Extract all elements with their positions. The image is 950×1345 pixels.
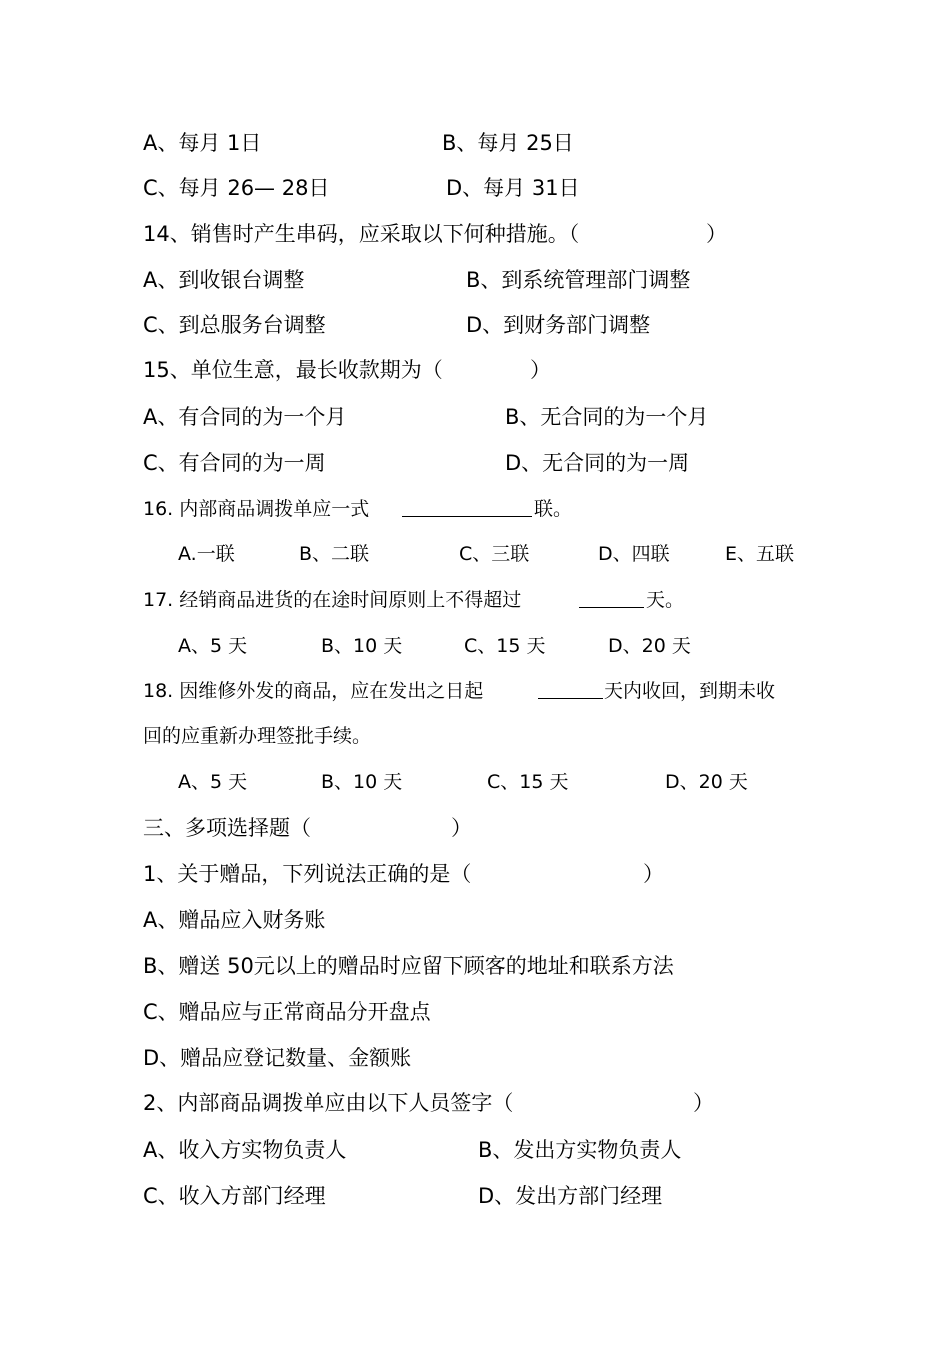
q18-option-b: B、10 天 (321, 771, 403, 793)
q16-option-d: D、四联 (598, 543, 670, 565)
q13-option-a: A、每月 1日 (143, 131, 262, 155)
q16-option-c: C、三联 (459, 543, 530, 565)
q16-option-a: A.一联 (178, 543, 235, 565)
q17-answer-blank (579, 589, 644, 608)
q17-option-c: C、15 天 (464, 635, 546, 657)
q15-option-d: D、无合同的为一周 (505, 451, 690, 475)
q14-option-a: A、到收银台调整 (143, 268, 305, 292)
q18-option-a: A、5 天 (178, 771, 248, 793)
q15-option-b: B、无合同的为一个月 (505, 405, 709, 429)
m2-paren-close: ） (693, 1091, 714, 1115)
q14-option-d: D、到财务部门调整 (466, 313, 651, 337)
m1-option-a: A、赠品应入财务账 (143, 908, 326, 932)
q17-option-b: B、10 天 (321, 635, 403, 657)
q15-stem: 15、单位生意，最长收款期为（ (143, 358, 443, 382)
m2-option-c: C、收入方部门经理 (143, 1184, 326, 1208)
q17-option-a: A、5 天 (178, 635, 248, 657)
q18-tail: 天内收回，到期未收 (604, 680, 776, 702)
m1-option-c: C、赠品应与正常商品分开盘点 (143, 1000, 431, 1024)
q13-option-c: C、每月 26— 28日 (143, 176, 330, 200)
q16-option-b: B、二联 (299, 543, 370, 565)
section3-paren-close: ） (451, 816, 472, 840)
q16-tail: 联。 (534, 498, 573, 520)
q15-option-c: C、有合同的为一周 (143, 451, 326, 475)
m1-paren-close: ） (643, 862, 664, 886)
m1-option-d: D、赠品应登记数量、金额账 (143, 1046, 412, 1070)
q16-option-e: E、五联 (725, 543, 795, 565)
q18-stem: 18. 因维修外发的商品，应在发出之日起 (143, 680, 484, 702)
q18-answer-blank (538, 680, 603, 699)
q15-option-a: A、有合同的为一个月 (143, 405, 347, 429)
m2-option-b: B、发出方实物负责人 (478, 1138, 682, 1162)
q14-option-c: C、到总服务台调整 (143, 313, 326, 337)
q15-paren-close: ） (530, 358, 551, 382)
q16-answer-blank (402, 498, 532, 517)
q14-stem: 14、销售时产生串码，应采取以下何种措施。（ (143, 222, 580, 246)
q18-stem-line2: 回的应重新办理签批手续。 (143, 725, 372, 747)
q17-tail: 天。 (646, 589, 685, 611)
q17-option-d: D、20 天 (608, 635, 691, 657)
q18-option-d: D、20 天 (665, 771, 748, 793)
section3-title: 三、多项选择题（ (143, 816, 311, 840)
q13-option-b: B、每月 25日 (442, 131, 574, 155)
m1-stem: 1、关于赠品，下列说法正确的是（ (143, 862, 472, 886)
m2-option-d: D、发出方部门经理 (478, 1184, 663, 1208)
m2-stem: 2、内部商品调拨单应由以下人员签字（ (143, 1091, 514, 1115)
q16-stem: 16. 内部商品调拨单应一式 (143, 498, 370, 520)
q13-option-d: D、每月 31日 (446, 176, 580, 200)
q17-stem: 17. 经销商品进货的在途时间原则上不得超过 (143, 589, 522, 611)
m2-option-a: A、收入方实物负责人 (143, 1138, 347, 1162)
q18-option-c: C、15 天 (487, 771, 569, 793)
q14-paren-close: ） (706, 222, 727, 246)
q14-option-b: B、到系统管理部门调整 (466, 268, 691, 292)
m1-option-b: B、赠送 50元以上的赠品时应留下顾客的地址和联系方法 (143, 954, 674, 978)
